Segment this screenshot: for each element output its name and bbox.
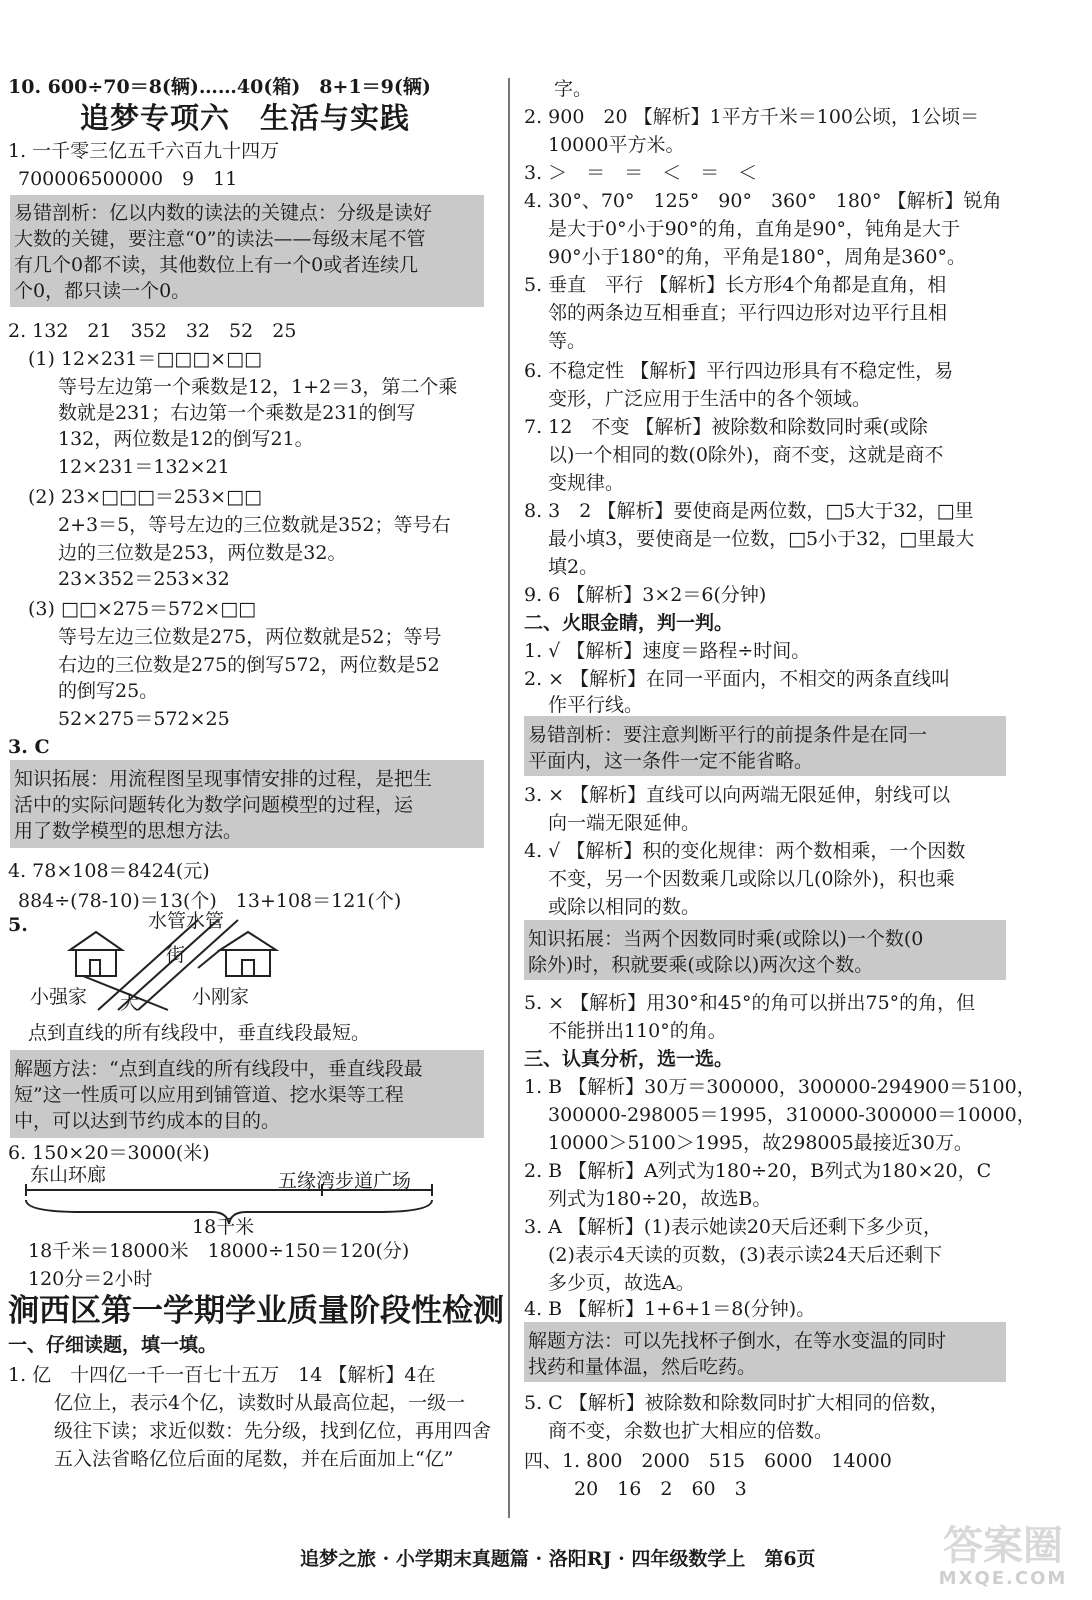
- answer-line: 700006500000 9 11: [18, 168, 238, 190]
- pipe-label: 水管水管: [148, 910, 225, 932]
- watermark-text: 答案圈: [943, 1523, 1063, 1569]
- tip-text: 活中的实际问题转化为数学问题模型的过程，运: [14, 794, 414, 816]
- tip-text: 找药和量体温，然后吃药。: [528, 1356, 757, 1378]
- tip-text: 除外)时，积就要乘(或除以)两次这个数。: [528, 954, 874, 976]
- answer-line: (2) 23×□□□＝253×□□: [28, 486, 262, 508]
- street-label: 街: [166, 944, 186, 966]
- answer-line: 10000平方米。: [548, 134, 685, 156]
- answer-line: 18千米＝18000米 18000÷150＝120(分): [28, 1240, 410, 1262]
- answer-line: 3. × 【解析】直线可以向两端无限延伸，射线可以: [524, 784, 951, 806]
- street-label: 大: [120, 992, 140, 1014]
- answer-line: 4. 78×108＝8424(元): [8, 860, 210, 882]
- home-label: 小强家: [30, 986, 88, 1008]
- answer-line: 5. 垂直 平行 【解析】长方形4个角都是直角，相: [524, 274, 947, 296]
- answer-line: 884÷(78-10)＝13(个) 13+108＝121(个): [18, 890, 402, 912]
- column-divider: [508, 78, 510, 1518]
- answer-line: 多少页，故选A。: [548, 1272, 695, 1294]
- answer-line: 最小填3，要使商是一位数，□5小于32，□里最大: [548, 528, 975, 550]
- answer-line: 4. √ 【解析】积的变化规律：两个数相乘，一个因数: [524, 840, 966, 862]
- answer-line: 2. 900 20 【解析】1平方千米＝100公顷，1公顷＝: [524, 106, 980, 128]
- answer-line: 12×231＝132×21: [58, 456, 230, 478]
- answer-line: 8. 3 2 【解析】要使商是两位数，□5大于32，□里: [524, 500, 974, 522]
- watermark-logo: [928, 1524, 1078, 1594]
- tip-text: 解题方法：“点到直线的所有线段中，垂直线段最: [14, 1058, 423, 1080]
- answer-line: 3. A 【解析】(1)表示她读20天后还剩下多少页，: [524, 1216, 943, 1238]
- answer-line: (2)表示4天读的页数，(3)表示读24天后还剩下: [548, 1244, 943, 1266]
- answer-line: 10. 600÷70＝8(辆)……40(箱) 8+1＝9(辆): [8, 76, 431, 98]
- section-title: 追梦专项六 生活与实践: [80, 101, 411, 135]
- answer-line: 3. ＞ ＝ ＝ ＜ ＝ ＜: [524, 162, 758, 184]
- answer-line: 不能拼出110°的角。: [548, 1020, 727, 1042]
- answer-line: 7. 12 不变 【解析】被除数和除数同时乘(或除: [524, 416, 928, 438]
- answer-line: 3. C: [8, 736, 50, 758]
- answer-line: 5. × 【解析】用30°和45°的角可以拼出75°的角，但: [524, 992, 976, 1014]
- place-label: 五缘湾步道广场: [278, 1170, 412, 1192]
- answer-line: 以)一个相同的数(0除外)，商不变，这就是商不: [548, 444, 944, 466]
- answer-line: 变形，广泛应用于生活中的各个领域。: [548, 388, 872, 410]
- tip-text: 大数的关键，要注意“0”的读法——每级末尾不管: [14, 228, 426, 250]
- page-footer: 追梦之旅 · 小学期末真题篇 · 洛阳RJ · 四年级数学上 第6页: [300, 1548, 816, 1570]
- answer-line: 23×352＝253×32: [58, 568, 230, 590]
- answer-line: 右边的三位数是275的倒写572，两位数是52: [58, 654, 440, 676]
- tip-text: 易错剖析：亿以内数的读法的关键点：分级是读好: [14, 202, 433, 224]
- answer-line: 4. B 【解析】1+6+1＝8(分钟)。: [524, 1298, 816, 1320]
- answer-line: (1) 12×231＝□□□×□□: [28, 348, 262, 370]
- answer-line: 等。: [548, 330, 587, 352]
- tip-text: 短”这一性质可以应用到铺管道、挖水渠等工程: [14, 1084, 404, 1106]
- tip-text: 用了数学模型的思想方法。: [14, 820, 243, 842]
- house-icon: [66, 928, 126, 980]
- answer-line: 1. √ 【解析】速度＝路程÷时间。: [524, 640, 811, 662]
- tip-text: 平面内，这一条件一定不能省略。: [528, 750, 814, 772]
- answer-line: 等号左边三位数是275，两位数就是52；等号: [58, 626, 442, 648]
- answer-line: 或除以相同的数。: [548, 896, 701, 918]
- answer-line: 1. B 【解析】30万＝300000，300000-294900＝5100，: [524, 1076, 1036, 1098]
- answer-line: 2. × 【解析】在同一平面内，不相交的两条直线叫: [524, 668, 951, 690]
- answer-line: 填2。: [548, 556, 599, 578]
- answer-line: 9. 6 【解析】3×2＝6(分钟): [524, 584, 767, 606]
- answer-line: 300000-298005＝1995，310000-300000＝10000，: [548, 1104, 1036, 1126]
- answer-line: 52×275＝572×25: [58, 708, 230, 730]
- answer-line: 的倒写25。: [58, 680, 159, 702]
- answer-line: 2+3＝5，等号左边的三位数就是352；等号右: [58, 514, 451, 536]
- answer-line: 点到直线的所有线段中，垂直线段最短。: [28, 1022, 371, 1044]
- answer-line: 数就是231；右边第一个乘数是231的倒写: [58, 402, 416, 424]
- answer-line: 120分＝2小时: [28, 1268, 153, 1290]
- answer-line: 6. 150×20＝3000(米): [8, 1142, 210, 1164]
- answer-line: 不变，另一个因数乘几或除以几(0除外)，积也乘: [548, 868, 955, 890]
- answer-line: 向一端无限延伸。: [548, 812, 701, 834]
- tip-text: 个0，都只读一个0。: [14, 280, 191, 302]
- section-heading: 二、火眼金睛，判一判。: [524, 612, 734, 634]
- answer-line: 132，两位数是12的倒写21。: [58, 428, 314, 450]
- tip-text: 易错剖析：要注意判断平行的前提条件是在同一: [528, 724, 928, 746]
- answer-line: 1. 亿 十四亿一千一百七十五万 14 【解析】4在: [8, 1364, 436, 1386]
- answer-line: 边的三位数是253，两位数是32。: [58, 542, 347, 564]
- distance-label: 18千米: [192, 1216, 255, 1238]
- answer-line: 2. B 【解析】A列式为180÷20，B列式为180×20，C: [524, 1160, 992, 1182]
- place-label: 东山环廊: [30, 1164, 107, 1186]
- answer-line: 五入法省略亿位后面的尾数，并在后面加上“亿”: [54, 1448, 454, 1470]
- section-heading: 三、认真分析，选一选。: [524, 1048, 734, 1070]
- tip-text: 知识拓展：用流程图呈现事情安排的过程，是把生: [14, 768, 433, 790]
- watermark-url: MXQE.COM: [938, 1568, 1068, 1589]
- answer-line: 2. 132 21 352 32 52 25: [8, 320, 297, 342]
- answer-line: 等号左边第一个乘数是12，1+2＝3，第二个乘: [58, 376, 458, 398]
- answer-line: 1. 一千零三亿五千六百九十四万: [8, 140, 280, 162]
- tip-text: 有几个0都不读，其他数位上有一个0或者连续几: [14, 254, 419, 276]
- answer-line: 亿位上，表示4个亿，读数时从最高位起，一级一: [54, 1392, 466, 1414]
- answer-line: 6. 不稳定性 【解析】平行四边形具有不稳定性，易: [524, 360, 954, 382]
- answer-line: 20 16 2 60 3: [574, 1478, 747, 1500]
- tip-text: 知识拓展：当两个因数同时乘(或除以)一个数(0: [528, 928, 924, 950]
- home-label: 小刚家: [192, 986, 250, 1008]
- answer-line: 级往下读；求近似数：先分级，找到亿位，再用四舍: [54, 1420, 492, 1442]
- answer-line: 10000＞5100＞1995，故298005最接近30万。: [548, 1132, 973, 1154]
- answer-line: 90°小于180°的角，平角是180°，周角是360°。: [548, 246, 966, 268]
- tip-text: 解题方法：可以先找杯子倒水，在等水变温的同时: [528, 1330, 947, 1352]
- answer-line: 5.: [8, 914, 28, 936]
- tip-text: 中，可以达到节约成本的目的。: [14, 1110, 281, 1132]
- answer-line: 是大于0°小于90°的角，直角是90°，钝角是大于: [548, 218, 960, 240]
- answer-line: 作平行线。: [548, 694, 644, 716]
- answer-line: 字。: [554, 78, 593, 100]
- house-icon: [216, 928, 280, 980]
- answer-line: 5. C 【解析】被除数和除数同时扩大相同的倍数，: [524, 1392, 949, 1414]
- section-heading: 一、仔细读题，填一填。: [8, 1334, 218, 1356]
- answer-line: 变规律。: [548, 472, 625, 494]
- answer-line: 四、1. 800 2000 515 6000 14000: [524, 1450, 892, 1472]
- answer-line: 邻的两条边互相垂直；平行四边形对边平行且相: [548, 302, 948, 324]
- answer-line: (3) □□×275＝572×□□: [28, 598, 257, 620]
- answer-line: 商不变，余数也扩大相应的倍数。: [548, 1420, 834, 1442]
- answer-line: 4. 30°、70° 125° 90° 360° 180° 【解析】锐角: [524, 190, 1002, 212]
- answer-line: 列式为180÷20，故选B。: [548, 1188, 772, 1210]
- exam-title: 涧西区第一学期学业质量阶段性检测: [8, 1293, 504, 1329]
